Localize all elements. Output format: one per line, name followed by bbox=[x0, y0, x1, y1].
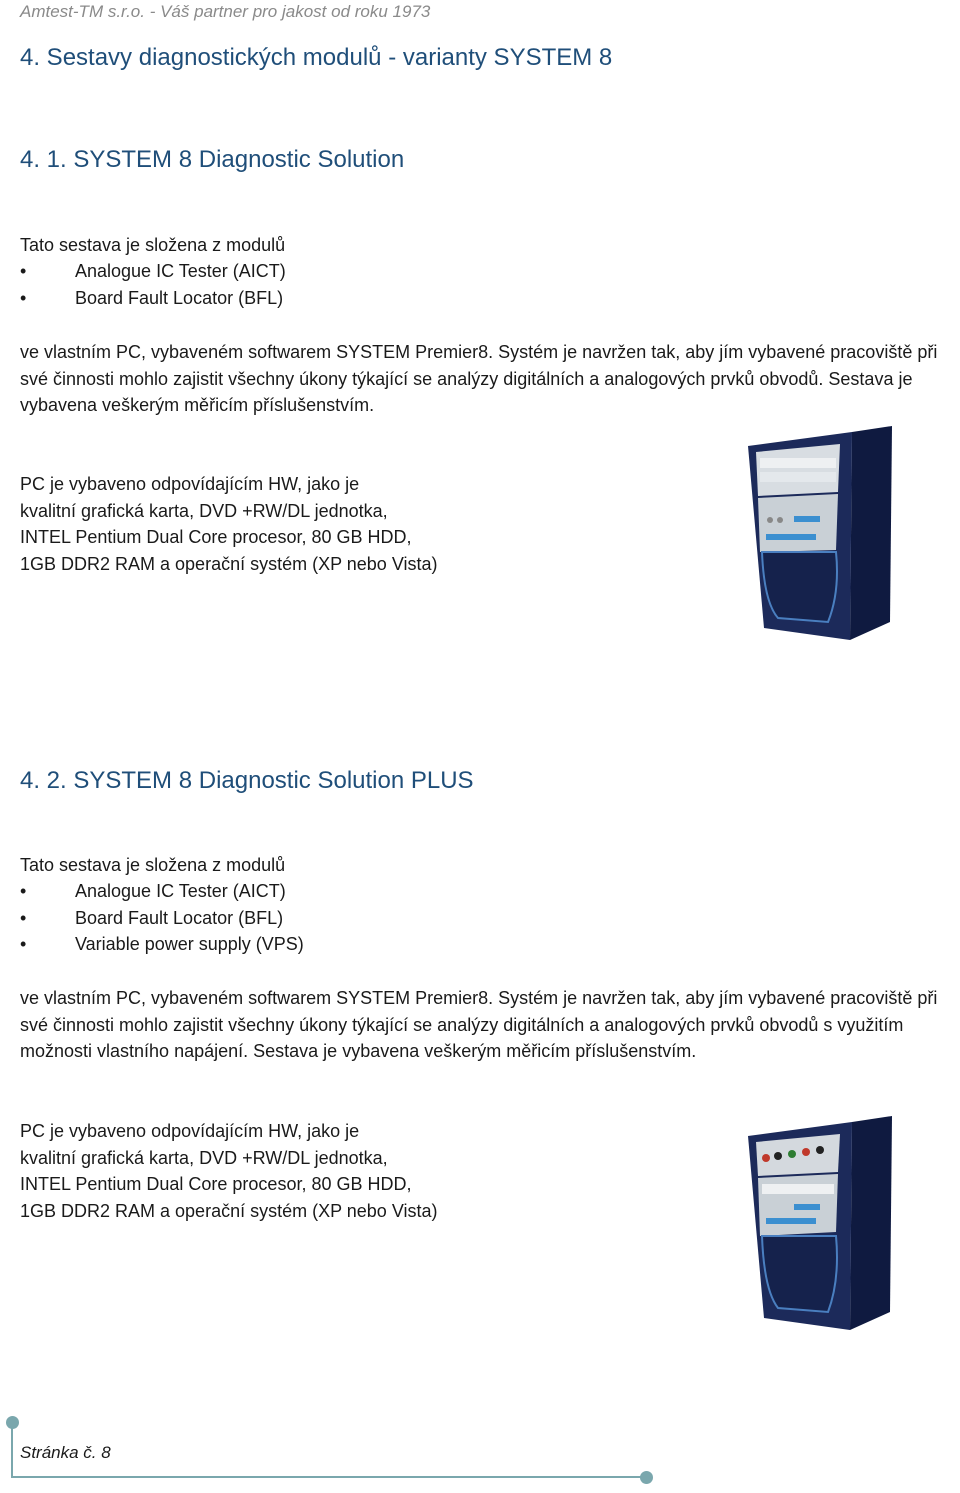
section1-heading: 4. 1. SYSTEM 8 Diagnostic Solution bbox=[20, 146, 405, 173]
list-item: • Analogue IC Tester (AICT) bbox=[20, 258, 286, 285]
pc-tower-image bbox=[744, 422, 894, 642]
hw-line: INTEL Pentium Dual Core procesor, 80 GB HDD, bbox=[20, 1174, 412, 1194]
section2-hw-spec bbox=[20, 1118, 438, 1224]
page-number: Stránka č. 8 bbox=[20, 1443, 111, 1462]
footer-dot-right bbox=[640, 1471, 653, 1484]
list-item: • Board Fault Locator (BFL) bbox=[20, 905, 304, 932]
hw-line: PC je vybaveno odpovídajícím HW, jako je bbox=[20, 474, 360, 494]
section1-hw-spec bbox=[20, 471, 438, 577]
footer-vertical-line bbox=[11, 1420, 13, 1478]
list-item: • Analogue IC Tester (AICT) bbox=[20, 878, 304, 905]
list-item: • Board Fault Locator (BFL) bbox=[20, 285, 286, 312]
section1-module-list bbox=[20, 258, 286, 311]
section2-heading: 4. 2. SYSTEM 8 Diagnostic Solution PLUS bbox=[20, 767, 474, 794]
section1-description: ve vlastním PC, vybaveném softwarem SYSTEM Premier8. Systém je navržen tak, aby jím vybavené pracoviště při své činnosti mohlo zajistit všechny úkony týkající se analýzy digitálních a analogových prvků obvodů. Sestava je vybavena veškerým měřicím příslušenstvím. bbox=[20, 342, 938, 415]
page-title: 4. Sestavy diagnostických modulů - varianty SYSTEM 8 bbox=[20, 44, 613, 71]
hw-line: PC je vybaveno odpovídajícím HW, jako je bbox=[20, 1121, 360, 1141]
hw-line: kvalitní grafická karta, DVD +RW/DL jednotka, bbox=[20, 500, 388, 521]
section2-description: ve vlastním PC, vybaveném softwarem SYSTEM Premier8. Systém je navržen tak, aby jím vybavené pracoviště při své činnosti mohlo zajistit všechny úkony týkající se analýzy digitálních a analogových prvků obvodů s využitím možnosti vlastního napájení. Sestava je vybavena veškerým měřicím příslušenstvím. bbox=[20, 988, 938, 1061]
hw-line: kvalitní grafická karta, DVD +RW/DL jednotka, bbox=[20, 1147, 388, 1168]
header-tagline: Amtest-TM s.r.o. - Váš partner pro jakost od roku 1973 bbox=[20, 2, 431, 21]
hw-line: 1GB DDR2 RAM a operační systém (XP nebo Vista) bbox=[20, 553, 438, 574]
section2-module-list bbox=[20, 878, 304, 958]
hw-line: INTEL Pentium Dual Core procesor, 80 GB HDD, bbox=[20, 527, 412, 547]
hw-line: 1GB DDR2 RAM a operační systém (XP nebo Vista) bbox=[20, 1200, 438, 1221]
section1-intro: Tato sestava je složena z modulů bbox=[20, 235, 286, 255]
pc-tower-plus-image bbox=[744, 1112, 894, 1332]
section2-intro: Tato sestava je složena z modulů bbox=[20, 855, 286, 875]
footer-horizontal-line bbox=[12, 1476, 646, 1478]
list-item: • Variable power supply (VPS) bbox=[20, 931, 304, 958]
